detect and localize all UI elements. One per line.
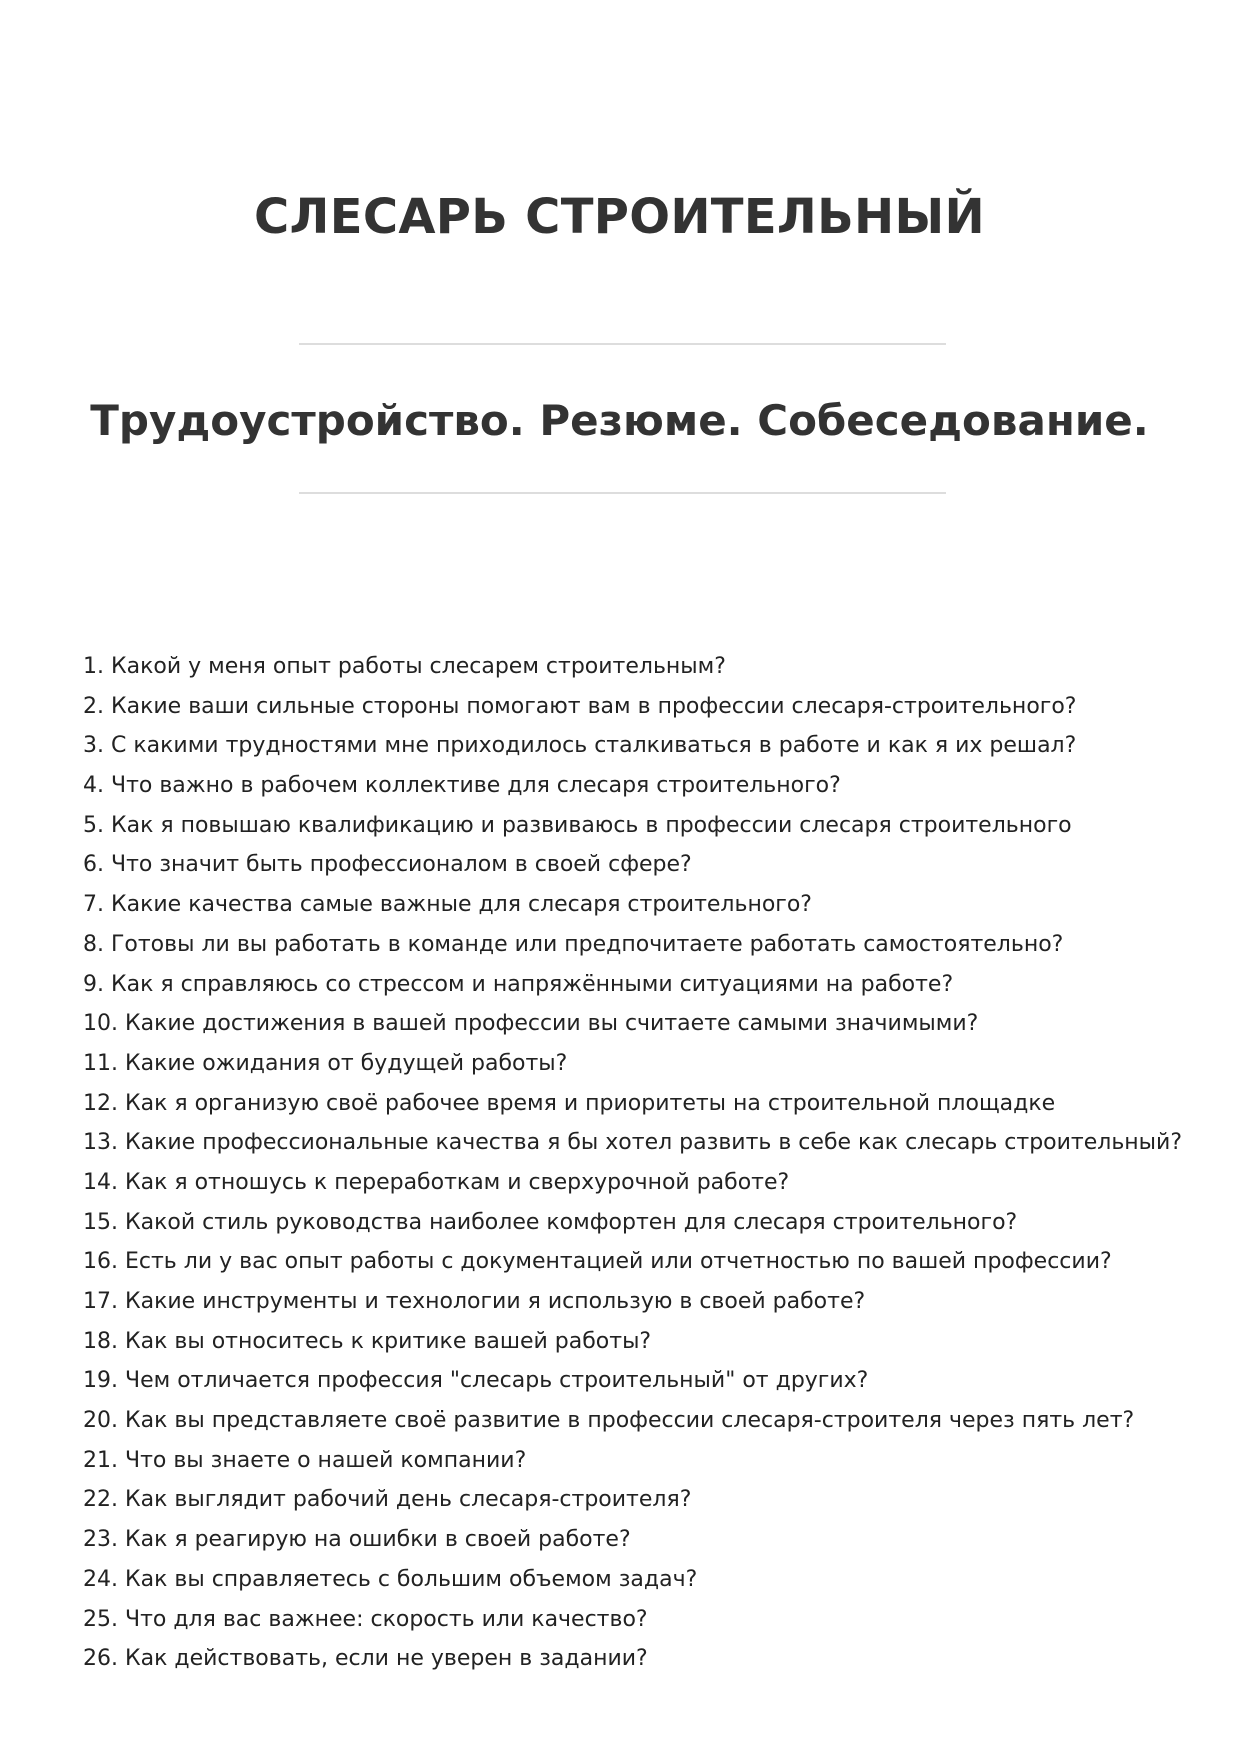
question-item: 18. Как вы относитесь к критике вашей работы? [83, 1328, 652, 1354]
question-item: 1. Какой у меня опыт работы слесарем строительным? [83, 654, 726, 679]
question-item: 17. Какие инструменты и технологии я использую в своей работе? [83, 1289, 866, 1314]
question-item: 22. Как выглядит рабочий день слесаря-строителя? [83, 1487, 692, 1513]
question-item: 14. Как я отношусь к переработкам и сверхурочной работе? [83, 1169, 790, 1195]
question-item: 9. Как я справляюсь со стрессом и напряжёнными ситуациями на работе? [83, 971, 954, 997]
bottom-divider [299, 492, 946, 494]
question-item: 8. Готовы ли вы работать в команде или предпочитаете работать самостоятельно? [83, 931, 1064, 957]
question-item: 13. Какие профессиональные качества я бы хотел развить в себе как слесарь строительный? [83, 1130, 1183, 1156]
question-item: 20. Как вы представляете своё развитие в профессии слесаря-строителя через пять лет? [83, 1408, 1135, 1434]
question-item: 26. Как действовать, если не уверен в задании? [83, 1646, 648, 1672]
document-subtitle: Трудоустройство. Резюме. Собеседование. [90, 396, 1149, 445]
question-item: 6. Что значит быть профессионалом в своей сфере? [83, 852, 692, 878]
top-divider [299, 343, 946, 345]
question-item: 24. Как вы справляетесь с большим объемом задач? [83, 1566, 698, 1592]
question-item: 7. Какие качества самые важные для слесаря строительного? [83, 892, 812, 918]
question-item: 16. Есть ли у вас опыт работы с документацией или отчетностью по вашей профессии? [83, 1249, 1112, 1275]
question-item: 21. Что вы знаете о нашей компании? [83, 1447, 527, 1473]
question-list [83, 647, 1182, 1679]
question-item: 4. Что важно в рабочем коллективе для слесаря строительного? [83, 773, 841, 799]
question-item: 5. Как я повышаю квалификацию и развиваюсь в профессии слесаря строительного [83, 812, 1072, 838]
question-item: 15. Какой стиль руководства наиболее комфортен для слесаря строительного? [83, 1209, 1018, 1235]
question-item: 12. Как я организую своё рабочее время и приоритеты на строительной площадке [83, 1090, 1056, 1116]
document-title: СЛЕСАРЬ СТРОИТЕЛЬНЫЙ [254, 189, 985, 245]
question-item: 2. Какие ваши сильные стороны помогают вам в профессии слесаря-строительного? [83, 693, 1077, 719]
question-item: 23. Как я реагирую на ошибки в своей работе? [83, 1527, 631, 1553]
question-item: 25. Что для вас важнее: скорость или качество? [83, 1606, 648, 1632]
question-item: 10. Какие достижения в вашей профессии вы считаете самыми значимыми? [83, 1011, 979, 1037]
question-item: 19. Чем отличается профессия "слесарь строительный" от других? [83, 1368, 869, 1394]
question-item: 3. С какими трудностями мне приходилось сталкиваться в работе и как я их решал? [83, 733, 1077, 759]
question-item: 11. Какие ожидания от будущей работы? [83, 1050, 568, 1076]
